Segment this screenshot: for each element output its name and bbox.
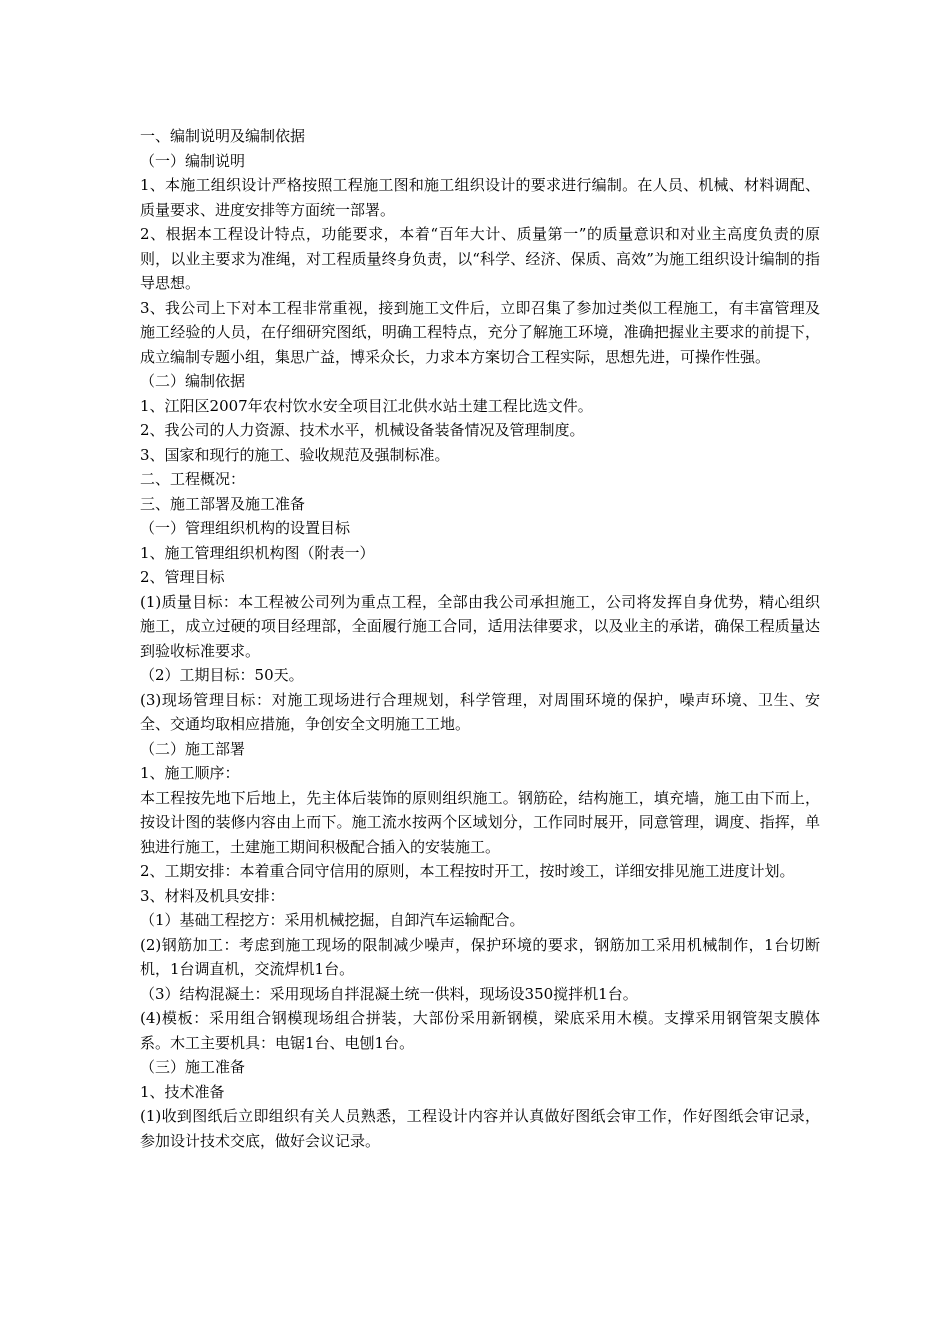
paragraph: (1)收到图纸后立即组织有关人员熟悉，工程设计内容并认真做好图纸会审工作，作好图纸会审记录，参加设计技术交底，做好会议记录。 [140,1107,820,1150]
paragraph: （3）结构混凝土：采用现场自拌混凝土统一供料，现场设350搅拌机1台。 [140,984,638,1003]
paragraph: （1）基础工程挖方：采用机械挖掘，自卸汽车运输配合。 [140,911,525,929]
heading-section-2: 二、工程概况： [140,470,246,488]
paragraph: 1、施工顺序： [140,764,240,782]
paragraph: 2、工期安排：本着重合同守信用的原则，本工程按时开工，按时竣工，详细安排见施工进度计划。 [140,862,795,880]
document-body [140,124,820,1153]
subheading-compile-notes: （一）编制说明 [140,151,246,170]
paragraph: (1)质量目标：本工程被公司列为重点工程，全部由我公司承担施工，公司将发挥自身优势，精心组织施工，成立过硬的项目经理部，全面履行施工合同，适用法律要求，以及业主的承诺，确保工程质量达到验收标准要求。 [140,592,820,660]
subheading-deployment: （二）施工部署 [140,739,246,758]
heading-section-3: 三、施工部署及施工准备 [140,494,306,513]
paragraph: 1、本施工组织设计严格按照工程施工图和施工组织设计的要求进行编制。在人员、机械、材料调配、质量要求、进度安排等方面统一部署。 [140,176,820,219]
paragraph: 2、管理目标 [140,568,225,586]
paragraph: 1、技术准备 [140,1082,225,1101]
paragraph: 2、我公司的人力资源、技术水平，机械设备装备情况及管理制度。 [140,421,585,439]
subheading-management-org: （一）管理组织机构的设置目标 [140,519,351,537]
paragraph: 1、江阳区2007年农村饮水安全项目江北供水站土建工程比选文件。 [140,396,593,415]
paragraph: （2）工期目标：50天。 [140,666,304,684]
subheading-compile-basis: （二）编制依据 [140,372,246,390]
paragraph: 3、材料及机具安排： [140,886,285,905]
paragraph: 本工程按先地下后地上，先主体后装饰的原则组织施工。钢筋砼，结构施工，填充墙，施工由下而上，按设计图的装修内容由上而下。施工流水按两个区域划分，工作同时展开，同意管理，调度、指挥，单独进行施工，土建施工期间积极配合插入的安装施工。 [140,788,820,856]
paragraph: 3、国家和现行的施工、验收规范及强制标准。 [140,445,450,464]
paragraph: (3)现场管理目标：对施工现场进行合理规划，科学管理，对周围环境的保护，噪声环境、卫生、安全、交通均取相应措施，争创安全文明施工工地。 [140,690,820,733]
subheading-preparation: （三）施工准备 [140,1058,246,1076]
paragraph: 2、根据本工程设计特点，功能要求，本着“百年大计、质量第一”的质量意识和对业主高度负责的原则，以业主要求为准绳，对工程质量终身负责，以“科学、经济、保质、高效”为施工组织设计编制的指导思想。 [140,225,820,292]
paragraph: (2)钢筋加工：考虑到施工现场的限制减少噪声，保护环境的要求，钢筋加工采用机械制作，1台切断机，1台调直机，交流焊机1台。 [140,935,820,978]
paragraph: (4)模板：采用组合钢模现场组合拼装，大部份采用新钢模，梁底采用木模。支撑采用钢管架支膜体系。木工主要机具：电锯1台、电刨1台。 [140,1009,820,1052]
heading-section-1: 一、编制说明及编制依据 [140,127,306,145]
paragraph: 3、我公司上下对本工程非常重视，接到施工文件后，立即召集了参加过类似工程施工，有丰富管理及施工经验的人员，在仔细研究图纸，明确工程特点，充分了解施工环境，准确把握业主要求的前提下，成立编制专题小组，集思广益，博采众长，力求本方案切合工程实际，思想先进，可操作性强。 [140,298,820,366]
paragraph: 1、施工管理组织机构图（附表一） [140,543,375,562]
